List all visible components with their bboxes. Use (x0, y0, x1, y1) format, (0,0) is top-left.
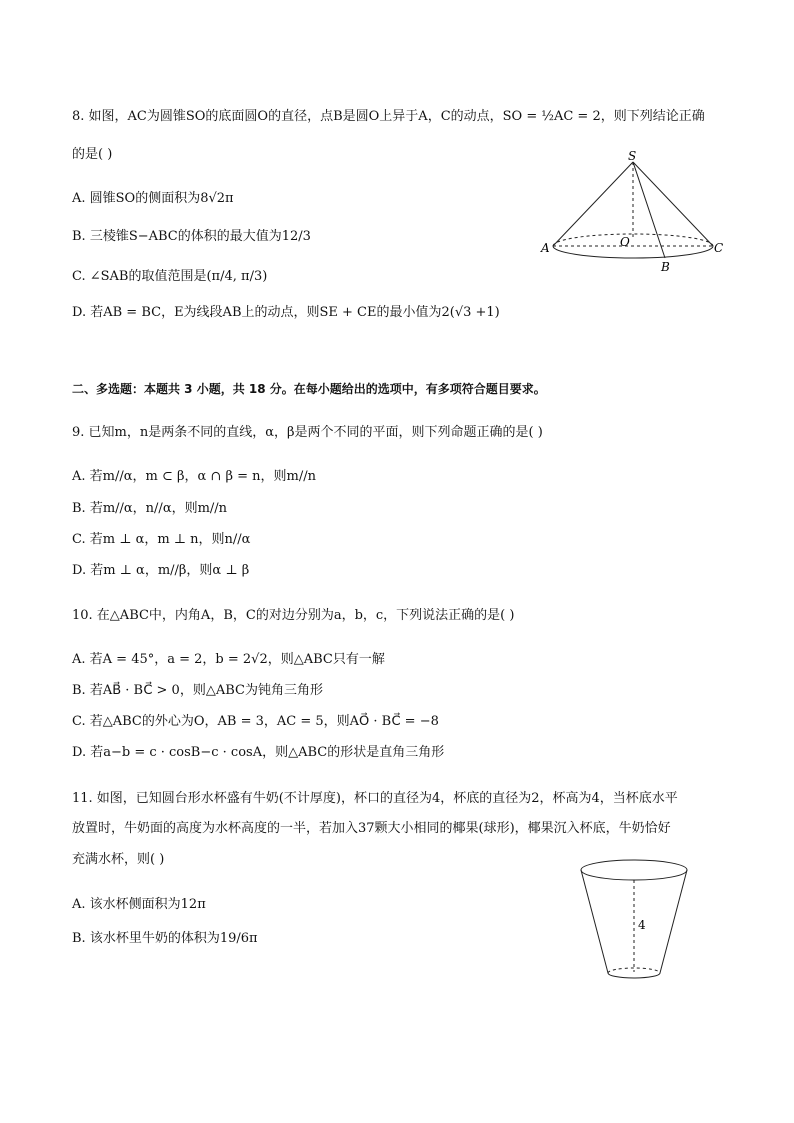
label-b: B (661, 260, 670, 274)
cone-slant-left (553, 162, 633, 246)
cone-edge-sb (633, 162, 665, 258)
label-o: O (620, 235, 630, 249)
q11-stem-line2: 放置时，牛奶面的高度为水杯高度的一半，若加入37颗大小相同的椰果(球形)，椰果沉入杯底，牛奶恰好 (72, 821, 671, 836)
q11-option-b: B. 该水杯里牛奶的体积为19/6π (72, 931, 258, 946)
q11-stem-line1: 11. 如图，已知圆台形水杯盛有牛奶(不计厚度)，杯口的直径为4，杯底的直径为2，杯高为4，当杯底水平 (72, 791, 678, 806)
q9-stem: 9. 已知m，n是两条不同的直线，α，β是两个不同的平面，则下列命题正确的是( ) (72, 425, 543, 440)
cone-slant-right (633, 162, 713, 246)
q10-option-b: B. 若AB⃗ · BC⃗ > 0，则△ABC为钝角三角形 (72, 683, 323, 698)
q9-option-b: B. 若m//α，n//α，则m//n (72, 501, 228, 516)
cup-side-right (660, 870, 687, 973)
q9-option-d: D. 若m ⊥ α，m//β，则α ⊥ β (72, 563, 250, 578)
section-heading: 二、多选题：本题共 3 小题，共 18 分。在每小题给出的选项中，有多项符合题目要求。 (72, 382, 546, 396)
cup-figure (576, 856, 694, 986)
q8-option-d: D. 若AB = BC，E为线段AB上的动点，则SE + CE的最小值为2(√3 +1) (72, 305, 500, 320)
q8-stem-line1: 8. 如图，AC为圆锥SO的底面圆O的直径，点B是圆O上异于A，C的动点，SO = ½AC = 2，则下列结论正确 (72, 109, 705, 124)
q9-option-c: C. 若m ⊥ α，m ⊥ n，则n//α (72, 532, 251, 547)
cone-figure (538, 148, 728, 276)
q9-option-a: A. 若m//α，m ⊂ β，α ∩ β = n，则m//n (72, 469, 316, 484)
cup-side-left (581, 870, 608, 973)
q8-option-a: A. 圆锥SO的侧面积为8√2π (72, 191, 234, 206)
q11-option-a: A. 该水杯侧面积为12π (72, 897, 206, 912)
label-s: S (628, 149, 637, 163)
label-c: C (714, 241, 724, 255)
cone-base-front (553, 246, 713, 258)
cup-height-label: 4 (638, 918, 646, 932)
label-a: A (541, 241, 550, 255)
q8-stem-line2: 的是( ) (72, 147, 113, 162)
q8-option-b: B. 三棱锥S−ABC的体积的最大值为12/3 (72, 229, 311, 244)
q10-stem: 10. 在△ABC中，内角A，B，C的对边分别为a，b，c，下列说法正确的是( ) (72, 608, 515, 623)
cup-rim (581, 860, 687, 880)
q10-option-d: D. 若a−b = c · cosB−c · cosA，则△ABC的形状是直角三角形 (72, 745, 445, 760)
q8-option-c: C. ∠SAB的取值范围是(π/4, π/3) (72, 269, 268, 284)
q10-option-c: C. 若△ABC的外心为O，AB = 3，AC = 5，则AO⃗ · BC⃗ = −8 (72, 714, 439, 729)
cup-bottom-front (608, 973, 660, 978)
q10-option-a: A. 若A = 45°，a = 2，b = 2√2，则△ABC只有一解 (72, 652, 385, 667)
q11-stem-line3: 充满水杯，则( ) (72, 852, 165, 867)
